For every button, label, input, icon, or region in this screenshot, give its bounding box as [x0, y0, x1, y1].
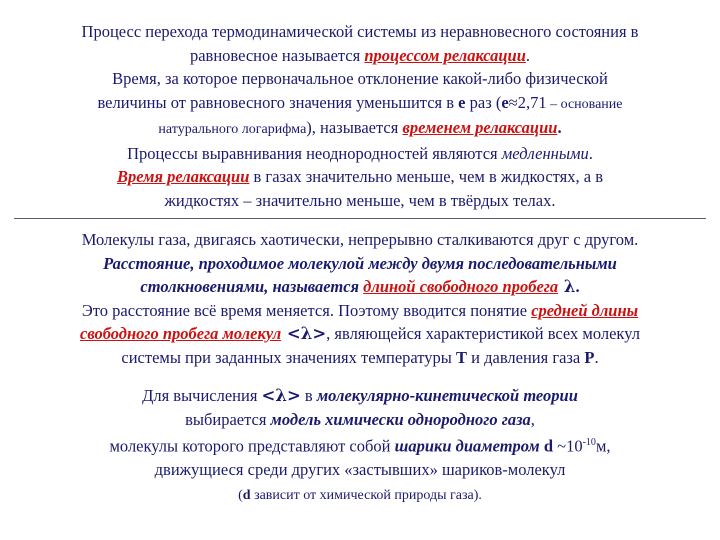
text-line: Расстояние, проходимое молекулой между двумя последовательными: [103, 253, 617, 273]
text-line: столкновениями, называется длиной свободного пробега λ.: [140, 277, 580, 296]
text-line: жидкостях – значительно меньше, чем в твёрдых телах.: [164, 190, 556, 210]
relaxation-definition-block: [0, 20, 720, 212]
gas-model-block: [0, 384, 720, 507]
term-relaxation-time: временем релаксации: [402, 118, 558, 137]
lambda-mean-symbol: <λ>: [281, 324, 327, 343]
text-line: Молекулы газа, двигаясь хаотически, непрерывно сталкиваются друг с другом.: [81, 230, 639, 249]
text-line: (d зависит от химической природы газа).: [238, 487, 482, 503]
text-line: системы при заданных значениях температуры T и давления газа P.: [121, 347, 599, 367]
text-line: выбирается модель химически однородного газа,: [185, 409, 535, 429]
text-line: величины от равновесного значения уменьшится в e раз (e≈2,71 – основание: [97, 92, 623, 112]
text-line: Это расстояние всё время меняется. Поэтому вводится понятие средней длины: [81, 300, 639, 320]
text-line: Процесс перехода термодинамической системы из неравновесного состояния в: [81, 22, 639, 41]
text-line: Время релаксации в газах значительно меньше, чем в жидкостях, а в: [117, 167, 603, 186]
term-relaxation-process: процессом релаксации: [364, 45, 526, 65]
text-line: свободного пробега молекул <λ>, являющейся характеристикой всех молекул: [80, 324, 640, 343]
text-line: натурального логарифма), называется временем релаксации.: [158, 118, 562, 137]
term-mean-free-path: средней длины: [531, 300, 639, 320]
term-free-path-length: длиной свободного пробега: [363, 277, 559, 296]
lambda-mean-symbol: <λ>: [261, 386, 301, 405]
lambda-symbol: λ: [558, 277, 576, 296]
text-line: молекулы которого представляют собой шарики диаметром d $\sim 10^{-10}м$,: [109, 436, 611, 456]
mean-free-path-block: [0, 228, 720, 369]
divider: [14, 218, 706, 219]
term-mean-free-path: свободного пробега молекул: [80, 324, 282, 343]
text-line: Для вычисления <λ> в молекулярно-кинетической теории: [142, 386, 578, 405]
text-line: Процессы выравнивания неоднородностей являются медленными.: [127, 143, 593, 163]
text-line: равновесное называется процессом релаксации.: [189, 45, 531, 65]
term-relaxation-time: Время релаксации: [117, 167, 250, 186]
text-line: движущиеся среди других «застывших» шариков-молекул: [154, 460, 566, 479]
text-line: Время, за которое первоначальное отклонение какой-либо физической: [112, 69, 608, 88]
